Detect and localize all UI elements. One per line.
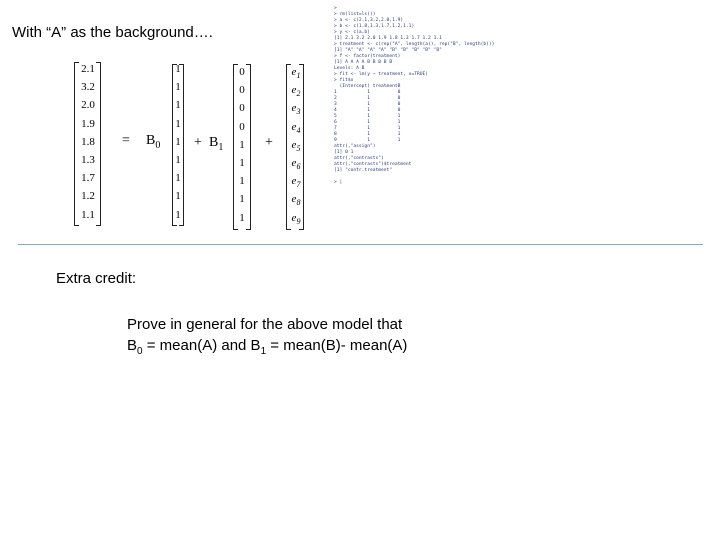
console-line: 4 1 0 (334, 108, 401, 113)
prove-end: = mean(B)- mean(A) (266, 337, 408, 354)
console-line: Levels: A B (334, 66, 365, 71)
y-vector-right-bracket (96, 62, 101, 226)
error-vector-cell: $e_6$ (291, 156, 301, 172)
equals-sign: = (122, 133, 130, 148)
indicator-vector-cell: 1 (239, 175, 245, 188)
ones-vector-cell: 1 (175, 135, 181, 148)
console-line: > fit <- lm(y ~ treatment, x=TRUE) (334, 72, 429, 77)
console-line: 1 1 0 (334, 90, 401, 95)
b0-subscript: 0 (155, 139, 161, 151)
ones-vector-cell: 1 (175, 190, 181, 203)
error-vector-cell: $e_9$ (291, 211, 301, 226)
error-vector-cell: $e_5$ (291, 138, 301, 153)
slide-title: With “A” as the background…. (12, 24, 213, 41)
indicator-vector-cell: 0 (239, 84, 245, 97)
error-vector-right-bracket (299, 64, 304, 230)
indicator-vector-cell: 1 (239, 138, 245, 151)
y-vector-cell: 2.1 (81, 63, 95, 75)
console-line: > rm(list=ls()) (334, 12, 376, 17)
ones-vector-cell: 1 (175, 81, 181, 94)
console-line: > fit$x (334, 78, 354, 83)
ones-vector-cell: 1 (175, 172, 181, 185)
y-vector-cell: 1.2 (81, 190, 95, 203)
error-vector-cell: $e_1$ (291, 66, 301, 81)
console-line: [1] 2.1 3.2 2.0 1.9 1.8 1.3 1.7 1.2 1.1 (334, 36, 442, 41)
console-line: > y <- c(a,b) (334, 30, 370, 35)
prove-b1-sub: 1 (260, 346, 267, 357)
y-vector-cell: 1.3 (81, 153, 95, 166)
ones-vector-cell: 1 (175, 208, 181, 221)
b1-letter: B (209, 135, 219, 150)
prove-statement (127, 314, 407, 362)
extra-credit-heading: Extra credit: (56, 270, 137, 287)
console-line: > f <- factor(treatment) (334, 54, 401, 59)
y-vector-cell: 1.7 (81, 172, 95, 185)
plus-sign-2: + (265, 135, 273, 150)
console-line: 6 1 1 (334, 120, 401, 125)
b0-letter: B (146, 133, 156, 148)
indicator-vector-cell: 1 (239, 193, 245, 206)
console-line: [1] A A A A B B B B B (334, 60, 393, 65)
console-line: (Intercept) treatmentB (334, 84, 401, 89)
prove-line-1: Prove in general for the above model that (127, 316, 403, 333)
indicator-vector-cell: 0 (239, 102, 245, 115)
b1-subscript: 1 (218, 141, 224, 153)
console-line: [1] "contr.treatment" (334, 168, 393, 173)
console-line: > b <- c(1.8,1.3,1.7,1.2,1.1) (334, 24, 415, 29)
prove-b0-sub: 0 (137, 346, 143, 357)
divider-line (18, 244, 703, 245)
b1-coefficient (209, 135, 223, 153)
error-vector-cell: $e_2$ (291, 84, 301, 99)
indicator-vector-cell: 1 (239, 211, 245, 224)
ones-vector-cell: 1 (175, 153, 181, 166)
console-line: > a <- c(2.1,3.2,2.0,1.9) (334, 18, 404, 23)
error-vector-cell: $e_8$ (291, 193, 301, 208)
console-line: 9 1 1 (334, 138, 401, 143)
r-console-output (334, 6, 584, 242)
console-line: attr(,"assign") (334, 144, 376, 149)
y-vector-cell: 3.2 (81, 81, 95, 94)
console-line: [1] "A" "A" "A" "A" "B" "B" "B" "B" "B" (334, 48, 442, 53)
y-vector-cell: 2.0 (81, 99, 95, 112)
y-vector (78, 60, 98, 224)
error-vector-cell: $e_3$ (291, 102, 301, 117)
indicator-vector-cell: 1 (239, 156, 245, 169)
console-line: > | (334, 180, 343, 185)
plus-sign-1: + (194, 135, 202, 150)
ones-vector-cell: 1 (175, 63, 181, 75)
y-vector-cell: 1.8 (81, 135, 95, 148)
indicator-vector-cell: 0 (239, 66, 245, 78)
console-line: attr(,"contrasts")$treatment (334, 162, 412, 167)
ones-vector-cell: 1 (175, 99, 181, 112)
error-vector-cell: $e_4$ (291, 120, 301, 135)
b0-coefficient (146, 133, 160, 151)
ones-vector-cell: 1 (175, 117, 181, 130)
indicator-vector-cell: 0 (239, 120, 245, 133)
prove-line-2 (127, 335, 407, 362)
console-line: 2 1 0 (334, 96, 401, 101)
console-line: [1] 0 1 (334, 150, 354, 155)
console-line: 5 1 1 (334, 114, 401, 119)
console-line: > (334, 6, 337, 11)
console-line: 8 1 1 (334, 132, 401, 137)
console-line: > treatment <- c(rep("A", length(a)), rep("B", length(b))) (334, 42, 495, 47)
console-line: 7 1 1 (334, 126, 401, 131)
indicator-vector-right-bracket (246, 64, 251, 230)
console-line: attr(,"contrasts") (334, 156, 384, 161)
prove-b0: B (127, 337, 138, 354)
y-vector-cell: 1.1 (81, 208, 95, 221)
ones-vector-right-bracket (179, 64, 184, 226)
console-line: 3 1 0 (334, 102, 401, 107)
y-vector-cell: 1.9 (81, 117, 95, 130)
error-vector-cell: $e_7$ (291, 175, 301, 190)
prove-mid: = mean(A) and B (142, 337, 261, 354)
